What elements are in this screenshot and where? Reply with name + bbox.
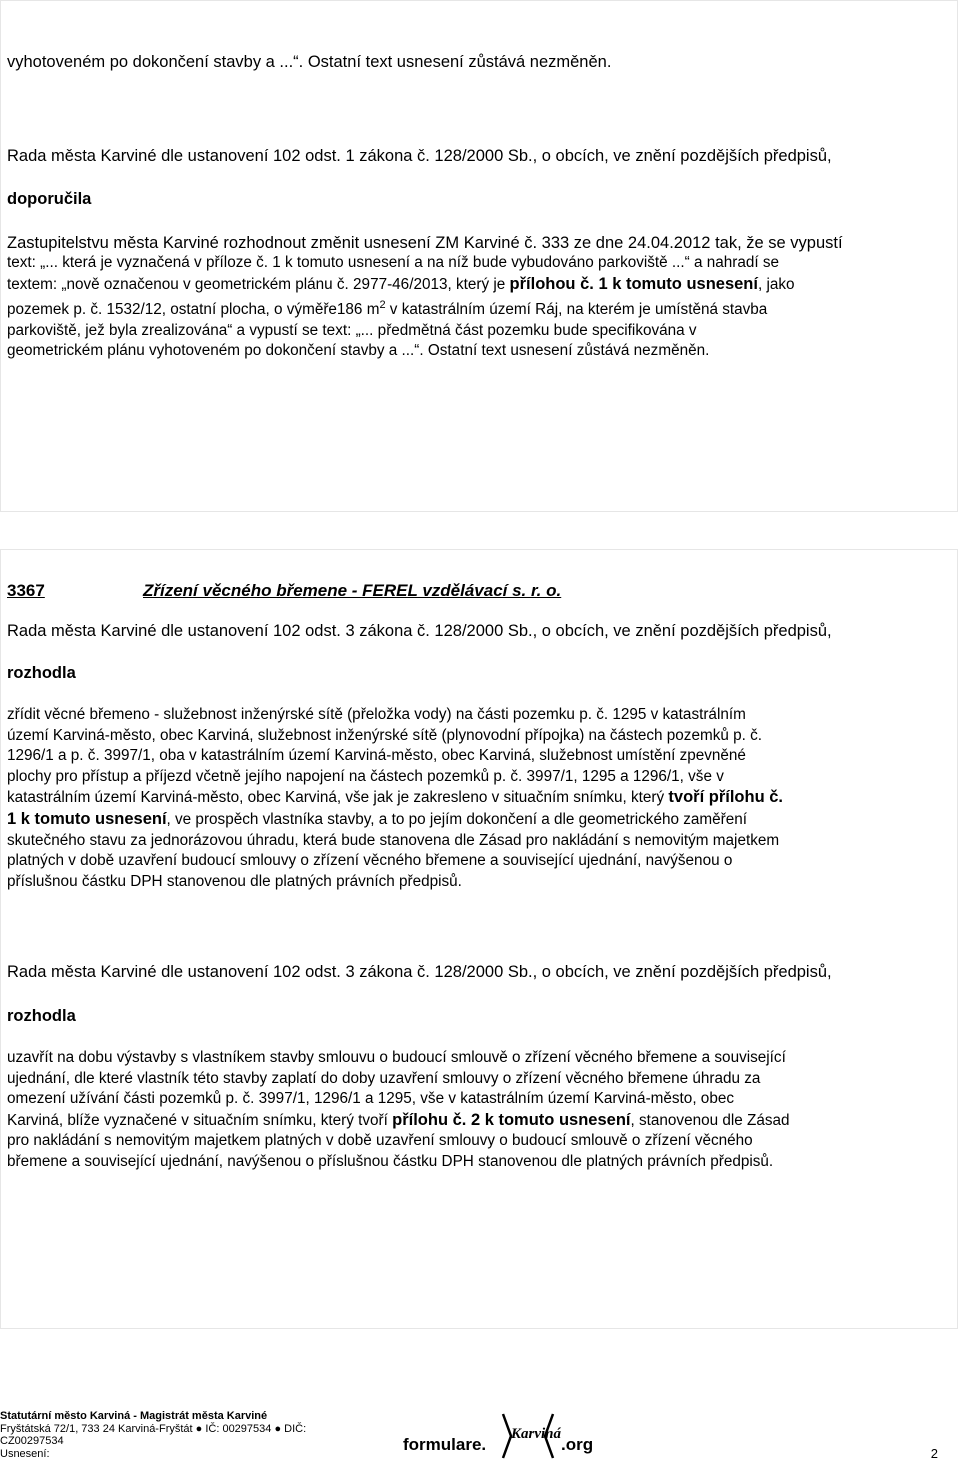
item-number: 3367 xyxy=(7,581,45,600)
paragraph-line: omezení užívání části pozemků p. č. 3997/1, 1296/1 a 1295, vše v katastrálním území Karviná-město, obec xyxy=(7,1090,734,1108)
resolution-panel xyxy=(0,549,958,1329)
paragraph-line: skutečného stavu za jednorázovou úhradu, která bude stanovena dle Zásad pro nakládání s nemovitým majetkem xyxy=(7,831,780,849)
logo-text-right: .org xyxy=(561,1435,594,1454)
logo-text-left: formulare. xyxy=(403,1435,487,1454)
paragraph-line: geometrickém plánu vyhotoveném po dokončení stavby a ...“. Ostatní text usnesení zůstává nezměněn. xyxy=(7,342,710,360)
footer-org: Statutární město Karviná - Magistrát města Karviné xyxy=(0,1410,268,1422)
legal-basis: Rada města Karviné dle ustanovení 102 odst. 3 zákona č. 128/2000 Sb., o obcích, ve znění pozdějších předpisů, xyxy=(7,963,832,981)
footer-dic: CZ00297534 xyxy=(0,1435,64,1447)
resolution-paragraph xyxy=(7,253,953,362)
legal-basis: Rada města Karviné dle ustanovení 102 odst. 1 zákona č. 128/2000 Sb., o obcích, ve znění pozdějších předpisů, xyxy=(7,147,832,165)
paragraph-line: pro nakládání s nemovitým majetkem platných v době uzavření smlouvy o budoucí smlouvě o zřízení věcného xyxy=(7,1132,753,1150)
footer-doc-label: Usnesení: xyxy=(0,1447,50,1460)
paragraph-line: zřídit věcné břemeno - služebnost inženýrské sítě (přeložka vody) na části pozemku p. č. 1295 v katastrálním xyxy=(7,706,746,723)
paragraph-line: Zastupitelstvu města Karviné rozhodnout změnit usnesení ZM Karviné č. 333 ze dne 24.04.2012 tak, že se vypustí xyxy=(7,234,843,252)
verdict-label: doporučila xyxy=(7,190,92,208)
paragraph-line: katastrálním území Karviná-město, obec Karviná, vše jak je zakresleno v situačním snímku, který tvoří přílohu č. xyxy=(7,788,784,807)
resolution-paragraph xyxy=(7,705,953,892)
paragraph-line: uzavřít na dobu výstavby s vlastníkem stavby smlouvu o budoucí smlouvě o zřízení věcného břemene a související xyxy=(7,1049,786,1066)
paragraph-line: pozemek p. č. 1532/12, ostatní plocha, o výměře186 $m^2$ v katastrálním území Ráj, na kterém je umístěná stavba xyxy=(7,299,768,319)
paragraph-line: platných v době uzavření budoucí smlouvy o zřízení věcného břemene a související ujednání, navýšenou o xyxy=(7,852,733,870)
page-footer xyxy=(0,1410,330,1460)
footer-address: Fryštátská 72/1, 733 24 Karviná-Fryštát ● IČ: 00297534 ● DIČ: xyxy=(0,1422,307,1435)
paragraph-line: 1296/1 a p. č. 3997/1, oba v katastrálním území Karviná-město, obec Karviná, služebnost umístění zpevněné xyxy=(7,747,746,765)
paragraph-line: břemene a související ujednání, navýšenou o příslušnou částku DPH stanovenou dle platných právních předpisů. xyxy=(7,1152,774,1170)
legal-basis: Rada města Karviné dle ustanovení 102 odst. 3 zákona č. 128/2000 Sb., o obcích, ve znění pozdějších předpisů, xyxy=(7,622,832,640)
paragraph-line: příslušnou částku DPH stanovenou dle platných právních předpisů. xyxy=(7,872,462,890)
paragraph-line: text: „... která je vyznačená v příloze č. 1 k tomuto usnesení a na níž bude vybudováno parkoviště ...“ a nahradí se xyxy=(7,254,780,271)
paragraph-line: plochy pro přístup a příjezd včetně jejího napojení na částech pozemků p. č. 3997/1, 1295 a 1296/1, vše v xyxy=(7,767,724,785)
paragraph-line: ujednání, dle které vlastník této stavby zaplatí do doby uzavření smlouvy o zřízení věcného břemene úhradu za xyxy=(7,1069,761,1087)
paragraph-line: textem: „nově označenou v geometrickém plánu č. 2977-46/2013, který je přílohou č. 1 k tomuto usnesení, jako xyxy=(7,274,795,293)
logo-bracket-left xyxy=(503,1414,511,1458)
verdict-label: rozhodla xyxy=(7,1007,76,1025)
logo-text-mid: Karviná xyxy=(511,1426,562,1442)
formulare-karvina-logo xyxy=(403,1406,613,1461)
resolution-paragraph xyxy=(7,1048,953,1173)
item-title: Zřízení věcného břemene - FEREL vzdělávací s. r. o. xyxy=(143,581,562,600)
verdict-label: rozhodla xyxy=(7,664,76,682)
paragraph-line: 1 k tomuto usnesení, ve prospěch vlastníka stavby, a to po jejím dokončení a dle geometrického zaměření xyxy=(7,809,747,828)
page-number: 2 xyxy=(930,1446,938,1461)
continued-text: vyhotoveném po dokončení stavby a ...“. Ostatní text usnesení zůstává nezměněn. xyxy=(7,53,612,71)
paragraph-line: Karviná, blíže vyznačené v situačním snímku, který tvoří přílohu č. 2 k tomuto usnesení, stanovenou dle Zásad xyxy=(7,1110,790,1129)
paragraph-line: parkoviště, jež byla zrealizována“ a vypustí se text: „... předmětná část pozemku bude specifikována v xyxy=(7,321,697,339)
paragraph-line: území Karviná-město, obec Karviná, služebnost inženýrské sítě (plynovodní přípojka) na částech pozemků p. č. xyxy=(7,726,763,744)
